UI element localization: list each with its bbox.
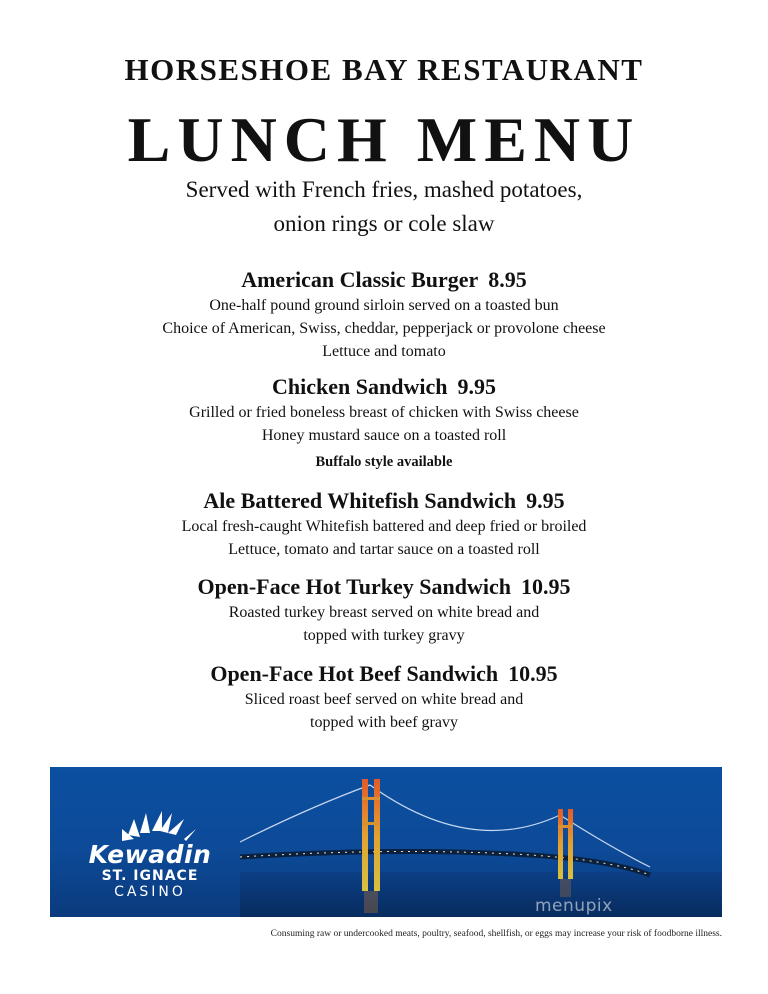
watermark: menupix: [535, 896, 613, 916]
item-description: Lettuce, tomato and tartar sauce on a toasted roll: [228, 541, 540, 558]
served-with-line: Served with French fries, mashed potatoes,: [185, 177, 583, 202]
restaurant-name: HORSESHOE BAY RESTAURANT: [124, 52, 644, 87]
item-description: Honey mustard sauce on a toasted roll: [261, 427, 507, 444]
menu-item-ale-battered-whitefish-sandwich: [0, 487, 768, 561]
served-with-line: onion rings or cole slaw: [273, 211, 495, 236]
item-description: Grilled or fried boneless breast of chicken with Swiss cheese: [189, 404, 579, 421]
item-description: Sliced roast beef served on white bread and: [244, 691, 524, 708]
item-description: Roasted turkey breast served on white bread and: [228, 604, 540, 621]
item-price: 10.95: [521, 574, 571, 599]
menu-title: LUNCH MENU: [127, 104, 641, 175]
menu-item-open-face-hot-turkey-sandwich: [0, 573, 768, 647]
item-description: Lettuce and tomato: [322, 343, 446, 360]
item-name: Open-Face Hot Turkey Sandwich: [197, 574, 512, 599]
item-heading: [0, 660, 768, 688]
item-description: topped with turkey gravy: [303, 627, 465, 644]
item-description: Choice of American, Swiss, cheddar, pepperjack or provolone cheese: [162, 320, 606, 337]
item-description: Local fresh-caught Whitefish battered and deep fried or broiled: [181, 518, 587, 535]
logo-word: Kewadin: [88, 840, 212, 869]
item-name: Ale Battered Whitefish Sandwich: [203, 488, 517, 513]
item-heading: [0, 373, 768, 401]
item-price: 9.95: [457, 374, 496, 399]
menu-item-chicken-sandwich: [0, 373, 768, 473]
item-note: Buffalo style available: [315, 454, 453, 470]
served-with-note: [0, 173, 768, 241]
item-heading: [0, 266, 768, 294]
logo-casino: CASINO: [114, 884, 186, 900]
sun-logo-icon: [122, 811, 196, 841]
item-description: topped with beef gravy: [310, 714, 458, 731]
item-heading: [0, 487, 768, 515]
menu-item-open-face-hot-beef-sandwich: [0, 660, 768, 734]
item-name: American Classic Burger: [241, 267, 479, 292]
item-description: One-half pound ground sirloin served on a toasted bun: [209, 297, 559, 314]
menu-item-american-classic-burger: [0, 266, 768, 363]
item-price: 9.95: [526, 488, 565, 513]
kewadin-logo: [80, 841, 220, 900]
item-price: 8.95: [488, 267, 527, 292]
item-name: Chicken Sandwich: [272, 374, 448, 399]
logo-location: ST. IGNACE: [101, 868, 199, 884]
food-safety-disclaimer: Consuming raw or undercooked meats, poultry, seafood, shellfish, or eggs may increase your risk of foodborne illness.: [270, 929, 722, 939]
item-name: Open-Face Hot Beef Sandwich: [210, 661, 499, 686]
item-heading: [0, 573, 768, 601]
item-price: 10.95: [508, 661, 558, 686]
casino-banner: [50, 767, 722, 917]
